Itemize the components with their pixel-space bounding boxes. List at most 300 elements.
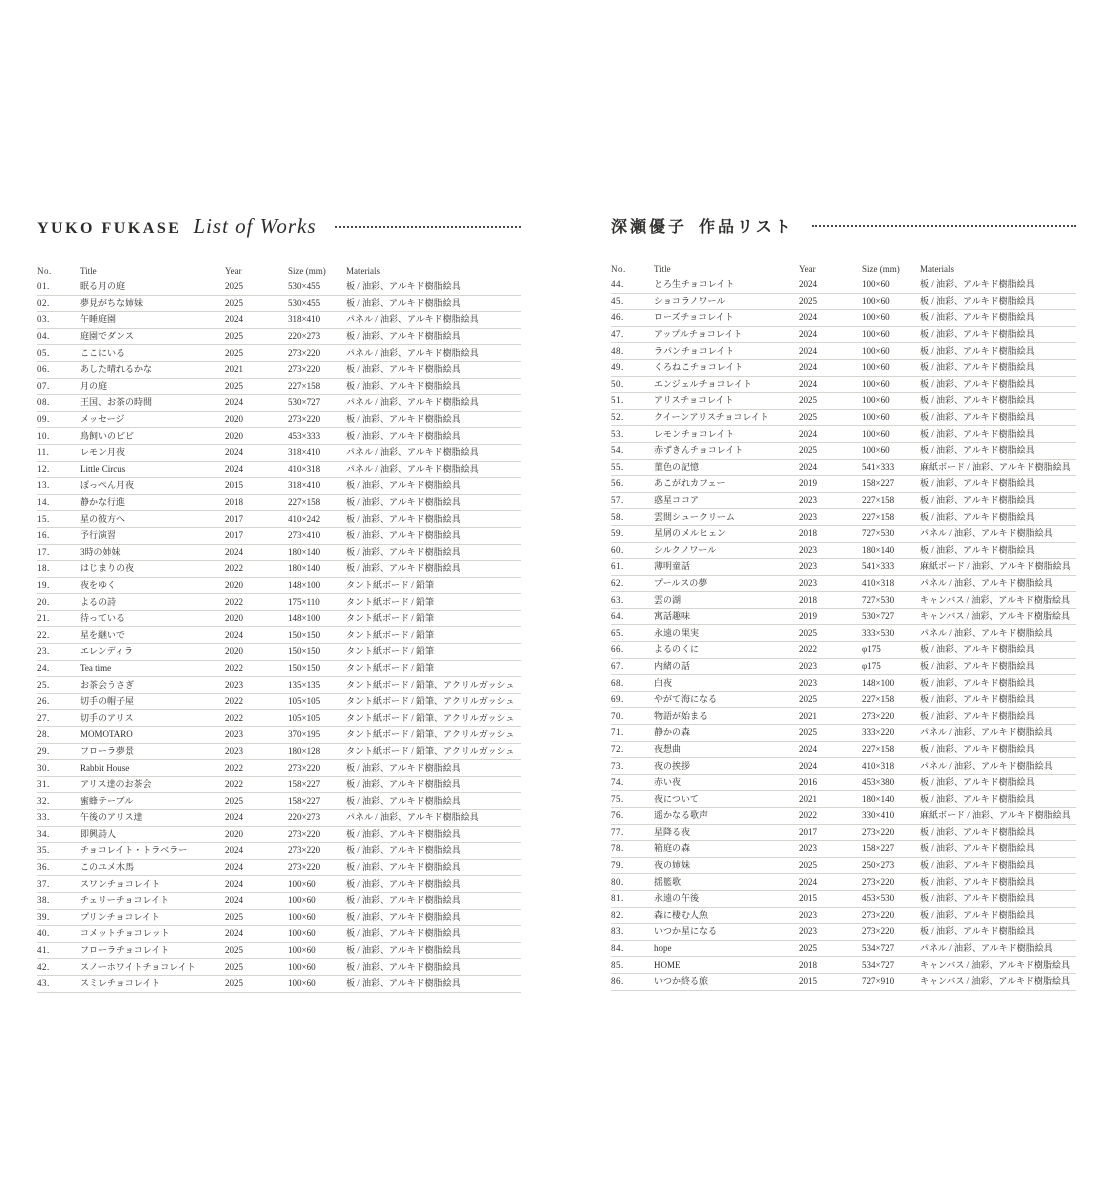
cell-no: 73. (611, 760, 624, 771)
cell-materials: 板 / 油彩、アルキド樹脂絵具 (920, 660, 1035, 671)
cell-size: 100×60 (288, 911, 316, 922)
cell-no: 34. (37, 828, 50, 839)
cell-size: 180×140 (862, 544, 895, 555)
cell-materials: 板 / 油彩、アルキド樹脂絵具 (346, 530, 461, 541)
cell-size: 318×410 (288, 480, 321, 491)
cell-year: 2023 (799, 660, 817, 671)
cell-title: あこがれカフェー (654, 478, 726, 489)
cell-no: 82. (611, 909, 624, 920)
table-row (611, 957, 1076, 974)
cell-title: よるのくに (654, 644, 700, 655)
cell-no: 77. (611, 826, 624, 837)
table-row (611, 791, 1076, 808)
cell-size: 410×242 (288, 513, 321, 524)
table-row (37, 495, 521, 512)
cell-materials: パネル / 油彩、アルキド樹脂絵具 (346, 463, 479, 474)
cell-year: 2025 (225, 347, 243, 358)
cell-title: フローラチョコレイト (80, 945, 170, 956)
cell-title: レモン月夜 (80, 447, 126, 458)
cell-title: よるの詩 (80, 596, 117, 607)
table-row (611, 443, 1076, 460)
cell-materials: 板 / 油彩、アルキド樹脂絵具 (346, 911, 461, 922)
table-row (611, 625, 1076, 642)
cell-year: 2020 (225, 646, 243, 657)
table-row (611, 543, 1076, 560)
table-row (611, 377, 1076, 394)
cell-materials: 板 / 油彩、アルキド樹脂絵具 (346, 762, 461, 773)
col-header-year: Year (225, 265, 242, 276)
cell-materials: 板 / 油彩、アルキド樹脂絵具 (346, 862, 461, 873)
table-row (611, 974, 1076, 991)
cell-materials: 板 / 油彩、アルキド樹脂絵具 (346, 430, 461, 441)
cell-materials: キャンバス / 油彩、アルキド樹脂絵具 (920, 959, 1071, 970)
cell-no: 75. (611, 793, 624, 804)
col-header-no: No. (611, 263, 626, 274)
cell-no: 65. (611, 627, 624, 638)
cell-year: 2022 (225, 563, 243, 574)
cell-title: フローラ夢景 (80, 745, 135, 756)
cell-no: 08. (37, 397, 50, 408)
cell-no: 61. (611, 561, 624, 572)
cell-title: このユメ木馬 (80, 862, 135, 873)
right-page (611, 214, 1076, 991)
cell-year: 2023 (799, 544, 817, 555)
table-row (37, 611, 521, 628)
table-row (611, 526, 1076, 543)
cell-materials: タント紙ボード / 鉛筆 (346, 579, 435, 590)
cell-title: 月の庭 (80, 380, 108, 391)
table-row (37, 793, 521, 810)
cell-title: チョコレイト・トラベラー (80, 845, 188, 856)
cell-size: 100×60 (862, 428, 890, 439)
cell-size: 273×220 (288, 862, 321, 873)
cell-size: 158×227 (862, 478, 895, 489)
cell-title: いつか終る旅 (654, 976, 709, 987)
cell-title: 薄明童話 (654, 561, 691, 572)
cell-materials: 板 / 油彩、アルキド樹脂絵具 (346, 297, 461, 308)
table-row (37, 462, 521, 479)
cell-year: 2018 (799, 528, 817, 539)
left-page (37, 214, 521, 993)
table-row (37, 661, 521, 678)
cell-year: 2018 (799, 594, 817, 605)
table-row (37, 827, 521, 844)
cell-title: 赤ずきんチョコレイト (654, 445, 744, 456)
cell-title: 雲間シュークリーム (654, 511, 735, 522)
cell-no: 36. (37, 862, 50, 873)
cell-no: 27. (37, 712, 50, 723)
cell-size: 333×530 (862, 627, 895, 638)
cell-materials: 板 / 油彩、アルキド樹脂絵具 (346, 546, 461, 557)
cell-year: 2021 (799, 710, 817, 721)
cell-year: 2024 (225, 928, 243, 939)
cell-year: 2017 (225, 530, 243, 541)
cell-size: 100×60 (862, 395, 890, 406)
table-row (37, 279, 521, 296)
cell-title: 星を継いで (80, 629, 126, 640)
cell-materials: 板 / 油彩、アルキド樹脂絵具 (346, 945, 461, 956)
table-row (37, 860, 521, 877)
cell-title: いつか星になる (654, 926, 718, 937)
cell-year: 2024 (225, 629, 243, 640)
cell-no: 21. (37, 613, 50, 624)
cell-year: 2024 (799, 345, 817, 356)
cell-size: 273×220 (288, 414, 321, 425)
cell-title: 物語が始まる (654, 710, 709, 721)
cell-title: ラパンチョコレイト (654, 345, 735, 356)
cell-size: 227×158 (862, 511, 895, 522)
cell-year: 2024 (225, 812, 243, 823)
cell-materials: 板 / 油彩、アルキド樹脂絵具 (346, 497, 461, 508)
table-row (37, 677, 521, 694)
cell-size: 100×60 (862, 279, 890, 290)
col-header-size: Size (mm) (862, 263, 900, 274)
cell-no: 47. (611, 329, 624, 340)
cell-year: 2024 (799, 362, 817, 373)
cell-no: 16. (37, 530, 50, 541)
table-row (611, 327, 1076, 344)
table-row (611, 924, 1076, 941)
cell-year: 2024 (225, 845, 243, 856)
cell-title: 永遠の果実 (654, 627, 700, 638)
cell-year: 2017 (225, 513, 243, 524)
cell-no: 06. (37, 364, 50, 375)
cell-materials: 板 / 油彩、アルキド樹脂絵具 (346, 563, 461, 574)
cell-year: 2025 (799, 627, 817, 638)
cell-materials: 板 / 油彩、アルキド樹脂絵具 (346, 978, 461, 989)
table-row (611, 708, 1076, 725)
table-row (37, 594, 521, 611)
cell-no: 01. (37, 281, 50, 292)
cell-size: 180×140 (288, 546, 321, 557)
cell-year: 2018 (799, 959, 817, 970)
cell-size: 530×455 (288, 297, 321, 308)
cell-materials: 板 / 油彩、アルキド樹脂絵具 (346, 845, 461, 856)
cell-no: 58. (611, 511, 624, 522)
cell-title: くろねこチョコレイト (654, 362, 744, 373)
cell-materials: 麻紙ボード / 油彩、アルキド樹脂絵具 (920, 461, 1071, 472)
cell-title: 夜の姉妹 (654, 860, 691, 871)
table-row (37, 744, 521, 761)
cell-title: スミレチョコレイト (80, 978, 161, 989)
cell-year: 2024 (799, 378, 817, 389)
cell-no: 02. (37, 297, 50, 308)
col-header-materials: Materials (920, 263, 954, 274)
cell-size: 273×220 (288, 347, 321, 358)
cell-size: 227×158 (288, 380, 321, 391)
table-row (37, 412, 521, 429)
cell-no: 14. (37, 497, 50, 508)
cell-year: 2015 (799, 893, 817, 904)
cell-title: 切手のアリス (80, 712, 134, 723)
table-row (37, 329, 521, 346)
cell-no: 74. (611, 777, 624, 788)
cell-size: 100×60 (862, 345, 890, 356)
table-header (611, 261, 1076, 277)
cell-title: 午後のアリス達 (80, 812, 143, 823)
cell-materials: 板 / 油彩、アルキド樹脂絵具 (346, 795, 461, 806)
cell-materials: 板 / 油彩、アルキド樹脂絵具 (920, 777, 1035, 788)
cell-size: 534×727 (862, 959, 895, 970)
cell-size: 158×227 (288, 795, 321, 806)
cell-title: 静かな行進 (80, 497, 126, 508)
cell-year: 2022 (225, 696, 243, 707)
col-header-materials: Materials (346, 265, 380, 276)
cell-materials: 板 / 油彩、アルキド樹脂絵具 (920, 495, 1035, 506)
cell-materials: キャンバス / 油彩、アルキド樹脂絵具 (920, 594, 1071, 605)
cell-title: 菫色の記憶 (654, 461, 700, 472)
cell-no: 24. (37, 662, 50, 673)
cell-title: 永遠の午後 (654, 893, 700, 904)
table-row (37, 545, 521, 562)
cell-year: 2024 (225, 895, 243, 906)
cell-materials: 板 / 油彩、アルキド樹脂絵具 (920, 511, 1035, 522)
cell-title: シルクノワール (654, 544, 717, 555)
cell-size: 150×150 (288, 629, 321, 640)
cell-materials: 板 / 油彩、アルキド樹脂絵具 (346, 414, 461, 425)
cell-no: 07. (37, 380, 50, 391)
cell-title: 惑星ココア (654, 495, 700, 506)
cell-no: 35. (37, 845, 50, 856)
col-header-title: Title (654, 263, 671, 274)
table-row (611, 675, 1076, 692)
cell-title: 寓話趣味 (654, 611, 691, 622)
table-row (37, 445, 521, 462)
cell-title: 鳥飼いのビビ (80, 430, 135, 441)
cell-no: 12. (37, 463, 50, 474)
cell-year: 2022 (799, 644, 817, 655)
cell-title: 予行演習 (80, 530, 117, 541)
cell-materials: 板 / 油彩、アルキド樹脂絵具 (920, 677, 1035, 688)
cell-no: 57. (611, 495, 624, 506)
cell-no: 49. (611, 362, 624, 373)
cell-size: 410×318 (288, 463, 321, 474)
table-row (37, 312, 521, 329)
cell-year: 2023 (799, 511, 817, 522)
cell-size: 273×220 (862, 710, 895, 721)
table-row (611, 874, 1076, 891)
cell-materials: 板 / 油彩、アルキド樹脂絵具 (346, 380, 461, 391)
cell-size: 158×227 (288, 779, 321, 790)
cell-year: 2015 (799, 976, 817, 987)
cell-no: 50. (611, 378, 624, 389)
cell-materials: 板 / 油彩、アルキド樹脂絵具 (920, 893, 1035, 904)
cell-no: 19. (37, 579, 50, 590)
cell-no: 31. (37, 779, 50, 790)
cell-year: 2025 (799, 860, 817, 871)
cell-materials: 板 / 油彩、アルキド樹脂絵具 (920, 428, 1035, 439)
table-row (611, 277, 1076, 294)
cell-title: 夜をゆく (80, 579, 117, 590)
cell-materials: 板 / 油彩、アルキド樹脂絵具 (920, 412, 1035, 423)
cell-year: 2025 (225, 945, 243, 956)
cell-title: レモンチョコレイト (654, 428, 735, 439)
cell-size: 273×220 (862, 926, 895, 937)
cell-no: 18. (37, 563, 50, 574)
cell-title: 庭園でダンス (80, 331, 134, 342)
cell-year: 2025 (225, 978, 243, 989)
cell-year: 2025 (799, 727, 817, 738)
cell-no: 11. (37, 447, 50, 458)
cell-year: 2025 (799, 412, 817, 423)
cell-year: 2025 (799, 395, 817, 406)
cell-size: 453×333 (288, 430, 321, 441)
table-row (37, 428, 521, 445)
table-row (611, 808, 1076, 825)
cell-year: 2024 (799, 461, 817, 472)
cell-no: 62. (611, 577, 624, 588)
works-table-right (611, 261, 1076, 991)
cell-title: 即興詩人 (80, 828, 117, 839)
table-row (611, 460, 1076, 477)
cell-materials: 板 / 油彩、アルキド樹脂絵具 (920, 860, 1035, 871)
table-row (611, 742, 1076, 759)
cell-size: 150×150 (288, 646, 321, 657)
cell-materials: 板 / 油彩、アルキド樹脂絵具 (920, 826, 1035, 837)
cell-materials: 板 / 油彩、アルキド樹脂絵具 (346, 928, 461, 939)
cell-year: 2019 (799, 478, 817, 489)
table-header (37, 263, 521, 279)
cell-title: 蜜蜂テーブル (80, 795, 134, 806)
cell-no: 81. (611, 893, 624, 904)
cell-size: 100×60 (862, 362, 890, 373)
cell-size: 150×150 (288, 662, 321, 673)
cell-title: 揺籃歌 (654, 876, 682, 887)
cell-title: 遥かなる歌声 (654, 810, 709, 821)
cell-size: 227×158 (862, 743, 895, 754)
cell-materials: 板 / 油彩、アルキド樹脂絵具 (346, 828, 461, 839)
cell-size: 135×135 (288, 679, 321, 690)
cell-no: 37. (37, 878, 50, 889)
cell-year: 2018 (225, 497, 243, 508)
table-row (611, 642, 1076, 659)
cell-year: 2025 (225, 380, 243, 391)
table-row (611, 509, 1076, 526)
dotted-leader (335, 226, 522, 228)
cell-materials: パネル / 油彩、アルキド樹脂絵具 (346, 397, 479, 408)
works-list-title-jp: 作品リスト (699, 219, 794, 236)
cell-no: 41. (37, 945, 50, 956)
cell-size: 227×158 (288, 497, 321, 508)
cell-size: 100×60 (288, 895, 316, 906)
cell-title: 星降る夜 (654, 826, 691, 837)
list-of-works-title: List of Works (193, 214, 317, 238)
cell-size: 727×530 (862, 594, 895, 605)
cell-size: 100×60 (288, 961, 316, 972)
table-row (37, 379, 521, 396)
cell-size: 105×105 (288, 696, 321, 707)
cell-year: 2023 (225, 679, 243, 690)
cell-year: 2024 (799, 279, 817, 290)
cell-title: スワンチョコレイト (80, 878, 161, 889)
cell-materials: タント紙ボード / 鉛筆 (346, 596, 435, 607)
cell-materials: タント紙ボード / 鉛筆、アクリルガッシュ (346, 679, 515, 690)
table-row (37, 694, 521, 711)
cell-year: 2024 (799, 743, 817, 754)
cell-title: ぽっぺん月夜 (80, 480, 135, 491)
table-row (37, 843, 521, 860)
cell-size: 148×100 (288, 613, 321, 624)
cell-no: 43. (37, 978, 50, 989)
cell-no: 32. (37, 795, 50, 806)
cell-no: 53. (611, 428, 624, 439)
cell-year: 2022 (225, 662, 243, 673)
cell-materials: 板 / 油彩、アルキド樹脂絵具 (920, 345, 1035, 356)
table-row (37, 561, 521, 578)
table-row (37, 710, 521, 727)
cell-title: クイーンアリスチョコレイト (654, 412, 769, 423)
cell-size: 530×455 (288, 281, 321, 292)
cell-size: 273×410 (288, 530, 321, 541)
cell-size: 148×100 (862, 677, 895, 688)
cell-materials: 板 / 油彩、アルキド樹脂絵具 (346, 480, 461, 491)
cell-year: 2024 (225, 463, 243, 474)
cell-no: 25. (37, 679, 50, 690)
cell-size: 100×60 (288, 978, 316, 989)
cell-title: MOMOTARO (80, 729, 133, 740)
cell-year: 2024 (799, 329, 817, 340)
cell-size: 227×158 (862, 694, 895, 705)
table-row (611, 841, 1076, 858)
cell-title: Little Circus (80, 463, 126, 474)
cell-materials: パネル / 油彩、アルキド樹脂絵具 (920, 760, 1053, 771)
cell-title: プールスの夢 (654, 577, 708, 588)
cell-size: φ175 (862, 644, 881, 655)
cell-no: 38. (37, 895, 50, 906)
cell-materials: 板 / 油彩、アルキド樹脂絵具 (920, 329, 1035, 340)
cell-size: 410×318 (862, 760, 895, 771)
col-header-size: Size (mm) (288, 265, 326, 276)
cell-size: 273×220 (288, 828, 321, 839)
cell-materials: タント紙ボード / 鉛筆 (346, 613, 435, 624)
table-row (611, 825, 1076, 842)
cell-materials: 板 / 油彩、アルキド樹脂絵具 (920, 544, 1035, 555)
table-row (37, 926, 521, 943)
cell-year: 2020 (225, 414, 243, 425)
cell-no: 59. (611, 528, 624, 539)
cell-title: アップルチョコレイト (654, 329, 743, 340)
cell-title: アリス達のお茶会 (80, 779, 152, 790)
table-row (37, 910, 521, 927)
table-row (611, 725, 1076, 742)
cell-year: 2023 (225, 745, 243, 756)
cell-size: 273×220 (862, 826, 895, 837)
table-row (611, 559, 1076, 576)
table-row (611, 609, 1076, 626)
cell-title: 箱庭の森 (654, 843, 691, 854)
cell-year: 2024 (799, 760, 817, 771)
table-row (37, 296, 521, 313)
cell-size: 530×727 (288, 397, 321, 408)
table-row (611, 775, 1076, 792)
cell-title: 夜想曲 (654, 743, 682, 754)
cell-size: 250×273 (862, 860, 895, 871)
cell-materials: 板 / 油彩、アルキド樹脂絵具 (346, 895, 461, 906)
cell-title: スノーホワイトチョコレイト (80, 961, 196, 972)
cell-year: 2025 (799, 445, 817, 456)
table-row (37, 760, 521, 777)
cell-materials: タント紙ボード / 鉛筆、アクリルガッシュ (346, 745, 515, 756)
cell-size: 534×727 (862, 943, 895, 954)
cell-no: 69. (611, 694, 624, 705)
cell-size: 727×530 (862, 528, 895, 539)
cell-year: 2020 (225, 828, 243, 839)
table-row (37, 528, 521, 545)
cell-size: 273×220 (862, 909, 895, 920)
cell-no: 78. (611, 843, 624, 854)
cell-size: 530×727 (862, 611, 895, 622)
cell-year: 2017 (799, 826, 817, 837)
